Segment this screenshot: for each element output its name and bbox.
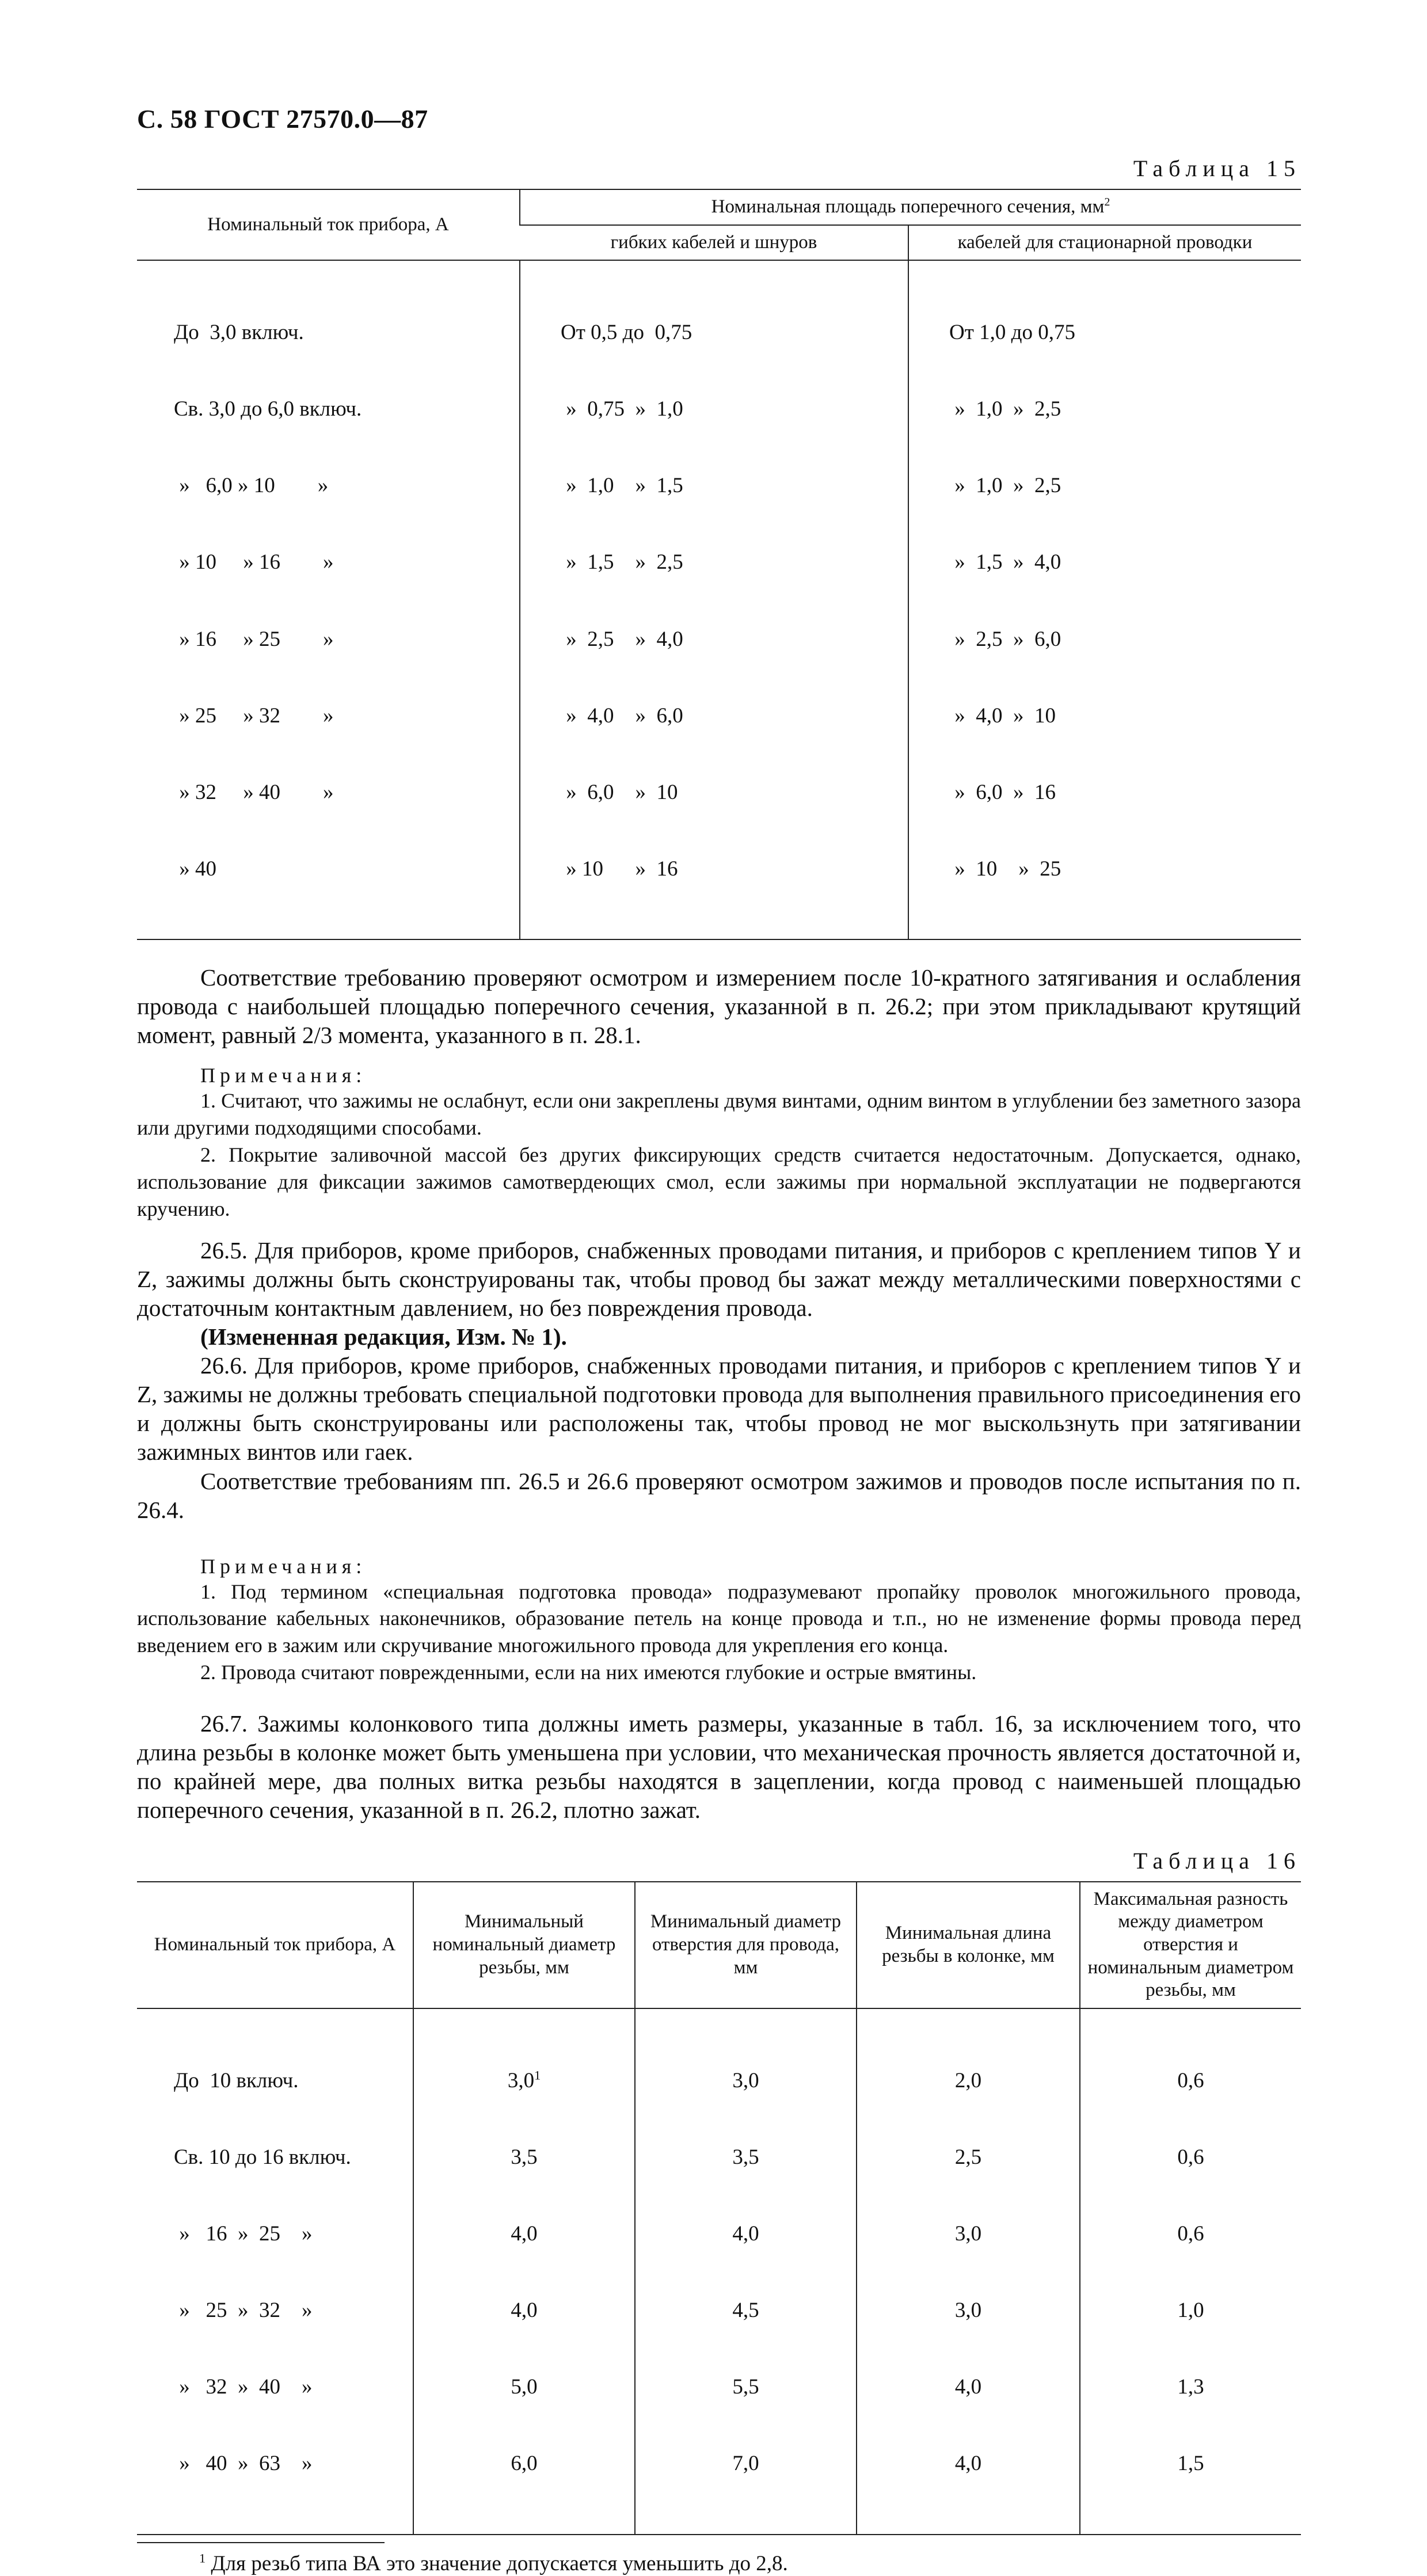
table-row: 3,0	[954, 2299, 982, 2323]
table-row: » 6,0 » 16	[949, 781, 1056, 804]
table-row: » 4,0 » 6,0	[561, 703, 683, 728]
document-page	[137, 104, 1301, 2576]
table-row: » 16 » 25 »	[174, 2221, 313, 2246]
table-row: 4,5	[732, 2299, 759, 2323]
table-row: 6,0	[511, 2452, 538, 2476]
table-row: 1,3	[1177, 2375, 1204, 2399]
table-row: 4,0	[954, 2375, 982, 2399]
table-row: » 10 » 25	[949, 857, 1061, 881]
table-row: » 4,0 » 10	[949, 703, 1056, 728]
table-row: 3,0	[732, 2068, 759, 2092]
table-row: 3,0	[954, 2221, 982, 2246]
table-row: » 1,0 » 2,5	[949, 474, 1061, 498]
table-row: » 0,75 » 1,0	[561, 397, 683, 421]
note-item: 2. Покрытие заливочной массой без других фиксирующих средств считается недостаточным. Допускается, однако, использование для фиксации зажимов самотвердеющих смол, если зажимы при нормальной эксплуатации не подвергаются кручению.	[137, 1143, 1301, 1220]
paragraph-check-26-4: Соответствие требованию проверяют осмотром и измерением после 10-кратного затягивания и ослабления провода с наибольшей площадью поперечного сечения, указанной в п. 26.2; при этом прикладывают крутящий момент, равный 2/3 момента, указанного в п. 28.1.	[137, 964, 1301, 1049]
table-row: До 3,0 включ.	[174, 320, 304, 344]
table-row: 4,0	[954, 2452, 982, 2476]
paragraph-26-6: 26.6. Для приборов, кроме приборов, снабженных проводами питания, и приборов с креплением типов Y и Z, зажимы не должны требовать специальной подготовки провода для выполнения правильного присоединения его и должны быть сконструированы или расположены так, чтобы провод не мог выскользнуть при затягивании зажимных винтов или гаек.	[137, 1352, 1301, 1466]
table-row: 5,5	[732, 2375, 759, 2399]
table15-col3-cell	[908, 260, 1301, 939]
table-row: » 1,5 » 2,5	[561, 550, 683, 574]
table15-col1-header: Номинальный ток прибора, А	[137, 189, 520, 260]
table15-caption: Таблица 15	[1133, 155, 1301, 181]
table-row: » 2,5 » 4,0	[561, 627, 683, 651]
table15-col2-cell	[520, 260, 908, 939]
table-row: Св. 10 до 16 включ.	[174, 2145, 351, 2169]
table-row: » 1,0 » 2,5	[949, 397, 1061, 421]
table-row: » 25 » 32 »	[174, 703, 334, 728]
table-row: 3,5	[511, 2145, 538, 2169]
amendment-note: (Измененная редакция, Изм. № 1).	[200, 1323, 567, 1350]
footnote-mark: 1	[199, 2551, 206, 2566]
table-row: 0,6	[1177, 2068, 1204, 2092]
table16-col1-cell	[137, 2008, 413, 2535]
table16-col5-header: Максимальная разность между диаметром отверстия и номинальным диаметром резьбы, мм	[1080, 1882, 1301, 2008]
note-item: 1. Считают, что зажимы не ослабнут, если они закреплены двумя винтами, одним винтом в углублении без заметного зазора или другими подходящими способами.	[137, 1089, 1301, 1140]
table-row: » 32 » 40 »	[174, 781, 334, 804]
paragraph-26-5: 26.5. Для приборов, кроме приборов, снабженных проводами питания, и приборов с креплением типов Y и Z, зажимы должны быть сконструированы так, чтобы провод бы зажат между металлическими поверхностями с достаточным контактным давлением, но без повреждения провода.	[137, 1237, 1301, 1322]
table-row: » 25 » 32 »	[174, 2299, 313, 2323]
table15-col2-header: гибких кабелей и шнуров	[520, 225, 908, 261]
note-item: 1. Под термином «специальная подготовка провода» подразумевают пропайку проволок многожильного провода, использование кабельных наконечников, образование петель на конце провода и т.п., но не изменение формы провода перед введением его в зажим или скручивание многожильного провода для укрепления его конца.	[137, 1580, 1301, 1657]
table-row: Св. 3,0 до 6,0 включ.	[174, 397, 362, 421]
table-row: » 10 » 16 »	[174, 550, 334, 574]
table-row: 1,5	[1177, 2452, 1204, 2476]
table-row: До 10 включ.	[174, 2068, 299, 2092]
table16-caption: Таблица 16	[1133, 1847, 1301, 1874]
notes2-heading: Примечания:	[200, 1554, 367, 1578]
table-row: » 40	[174, 857, 216, 881]
table-row: 2,0	[954, 2068, 982, 2092]
table16-col5-cell	[1080, 2008, 1301, 2535]
table15-col1-cell	[137, 260, 520, 939]
table-row: » 2,5 » 6,0	[949, 627, 1061, 651]
table-row: $3,0^1$	[507, 2068, 541, 2092]
table-row: » 1,0 » 1,5	[561, 474, 683, 498]
table-row: 4,0	[732, 2221, 759, 2246]
paragraph-check-26-5-26-6: Соответствие требованиям пп. 26.5 и 26.6 проверяют осмотром зажимов и проводов после испытания по п. 26.4.	[137, 1467, 1301, 1523]
table-row: 1,0	[1177, 2299, 1204, 2323]
table-row: 0,6	[1177, 2145, 1204, 2169]
table-row: 2,5	[954, 2145, 982, 2169]
table-row: 0,6	[1177, 2221, 1204, 2246]
table-row: » 16 » 25 »	[174, 627, 334, 651]
footnote-text: Для резьб типа ВА это значение допускается уменьшить до 2,8.	[211, 2551, 788, 2575]
paragraph-26-7: 26.7. Зажимы колонкового типа должны иметь размеры, указанные в табл. 16, за исключением того, что длина резьбы в колонке может быть уменьшена при условии, что механическая прочность является достаточной и, по крайней мере, два полных витка резьбы находятся в зацеплении, когда провод с наименьшей площадью поперечного сечения, указанной в п. 26.2, плотно зажат.	[137, 1710, 1301, 1823]
table16-col4-header: Минимальная длина резьбы в колонке, мм	[857, 1882, 1080, 2008]
table15-group-header: Номинальная площадь поперечного сечения, $мм^2$	[520, 189, 1301, 225]
table-row: 4,0	[511, 2221, 538, 2246]
table-row: » 6,0 » 10	[561, 781, 678, 804]
table16-col1-header: Номинальный ток прибора, А	[137, 1882, 413, 2008]
table16-col4-cell	[857, 2008, 1080, 2535]
table15-col3-header: кабелей для стационарной проводки	[908, 225, 1301, 261]
footnote	[199, 2551, 1301, 2576]
table16-col2-cell	[413, 2008, 635, 2535]
note-item: 2. Провода считают поврежденными, если на них имеются глубокие и острые вмятины.	[200, 1660, 977, 1684]
page-header: С. 58 ГОСТ 27570.0—87	[137, 104, 428, 134]
table-row: 4,0	[511, 2299, 538, 2323]
table-15	[137, 189, 1301, 940]
table16-col3-cell	[635, 2008, 857, 2535]
table-16	[137, 1881, 1301, 2535]
table-row: » 40 » 63 »	[174, 2452, 313, 2476]
footnote-divider	[137, 2542, 385, 2543]
table-row: От 1,0 до 0,75	[949, 320, 1075, 344]
notes1-heading: Примечания:	[200, 1064, 367, 1087]
table-row: 7,0	[732, 2452, 759, 2476]
table-row: 5,0	[511, 2375, 538, 2399]
table-row: » 6,0 » 10 »	[174, 474, 329, 498]
table16-col3-header: Минимальный диаметр отверстия для провода, мм	[635, 1882, 857, 2008]
footnote-ref: 1	[534, 2068, 541, 2083]
table-row: » 10 » 16	[561, 857, 678, 881]
table16-col2-header: Минимальный номинальный диаметр резьбы, мм	[413, 1882, 635, 2008]
table-row: » 32 » 40 »	[174, 2375, 313, 2399]
table-row: » 1,5 » 4,0	[949, 550, 1061, 574]
table-row: От 0,5 до 0,75	[561, 320, 692, 344]
table-row: 3,5	[732, 2145, 759, 2169]
